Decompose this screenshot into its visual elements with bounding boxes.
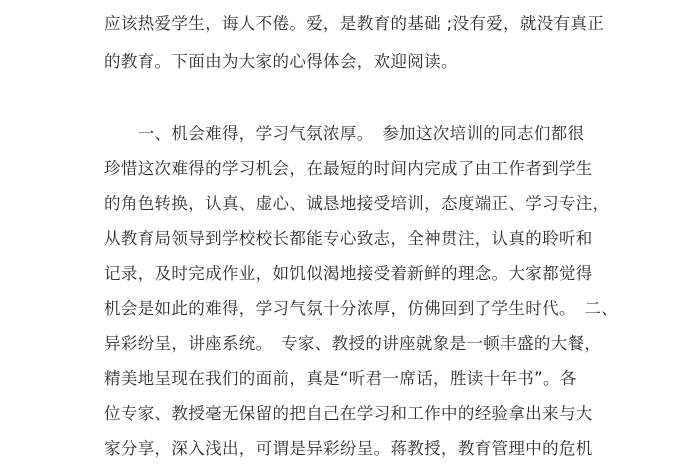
- text-line: 的角色转换，认真、虚心、诚恳地接受培训，态度端正、学习专注，: [104, 194, 610, 213]
- text-line: 异彩纷呈，讲座系统。 专家、教授的讲座就象是一顿丰盛的大餐，: [104, 334, 602, 353]
- text-line: 从教育局领导到学校校长都能专心致志，全神贯注，认真的聆听和: [104, 229, 593, 248]
- text-line: 应该热爱学生，诲人不倦。爱，是教育的基础 ;没有爱，就没有真正: [104, 14, 605, 33]
- text-line: 珍惜这次难得的学习机会，在最短的时间内完成了由工作者到学生: [104, 159, 593, 178]
- text-line: 机会是如此的难得，学习气氛十分浓厚，仿佛回到了学生时代。 二、: [104, 299, 619, 318]
- text-line: 家分享，深入浅出，可谓是异彩纷呈。蒋教授，教育管理中的危机: [104, 439, 593, 458]
- text-line: 精美地呈现在我们的面前，真是“听君一席话，胜读十年书”。各: [104, 369, 577, 388]
- text-line: 记录，及时完成作业，如饥似渴地接受着新鲜的理念。大家都觉得: [104, 264, 593, 283]
- text-line: 一、机会难得，学习气氛浓厚。 参加这次培训的同志们都很: [104, 124, 585, 143]
- text-line: 的教育。下面由为大家的心得体会，欢迎阅读。: [104, 52, 458, 71]
- text-line: 位专家、教授毫无保留的把自己在学习和工作中的经验拿出来与大: [104, 404, 593, 423]
